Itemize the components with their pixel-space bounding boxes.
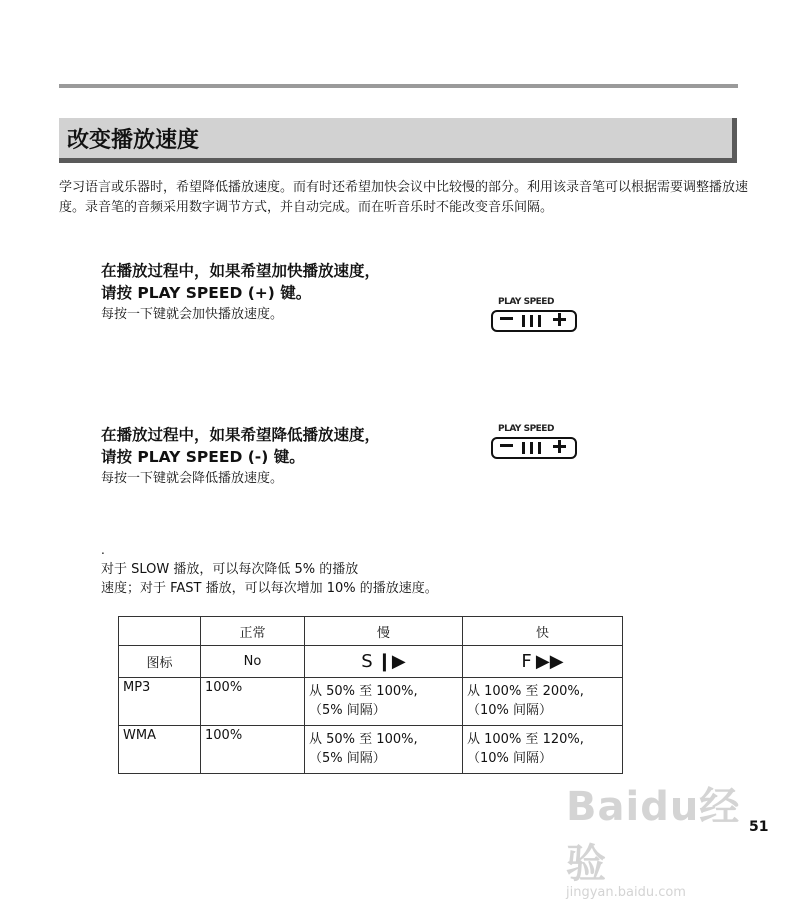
bar-icon bbox=[538, 442, 541, 454]
table-cell-format: WMA bbox=[119, 726, 201, 774]
bar-icon bbox=[530, 442, 533, 454]
step-speed-up bbox=[101, 260, 461, 324]
bar-icon bbox=[530, 315, 533, 327]
table-row bbox=[119, 678, 623, 726]
top-rule bbox=[59, 84, 738, 88]
table-cell-normal: 100% bbox=[201, 726, 305, 774]
step-heading-line1: 在播放过程中，如果希望加快播放速度， bbox=[101, 262, 381, 280]
fast-range: 从 100% 至 120%, bbox=[467, 732, 584, 747]
minus-icon bbox=[500, 444, 513, 447]
fast-step: （10% 间隔） bbox=[467, 751, 553, 766]
bar-icon bbox=[522, 442, 525, 454]
step-slow-down bbox=[101, 424, 461, 488]
bar-icon bbox=[538, 315, 541, 327]
play-speed-button-illustration bbox=[491, 424, 579, 462]
slow-icon-cell bbox=[305, 646, 463, 678]
minus-icon bbox=[500, 317, 513, 320]
slow-step: （5% 间隔） bbox=[309, 751, 386, 766]
table-cell-normal: 100% bbox=[201, 678, 305, 726]
play-speed-rocker bbox=[491, 437, 577, 459]
watermark-url: jingyan.baidu.com bbox=[566, 885, 686, 900]
page-title: 改变播放速度 bbox=[67, 128, 200, 153]
fast-step: （10% 间隔） bbox=[467, 703, 553, 718]
step-description: 每按一下键就会降低播放速度。 bbox=[101, 471, 284, 486]
slow-range: 从 50% 至 100%, bbox=[309, 684, 418, 699]
note-line1: 对于 SLOW 播放，可以每次降低 5% 的播放 bbox=[101, 562, 359, 577]
table-header-cell: 正常 bbox=[201, 617, 305, 646]
step-heading-line2: 请按 PLAY SPEED (+) 键。 bbox=[101, 284, 312, 302]
slow-range: 从 50% 至 100%, bbox=[309, 732, 418, 747]
plus-icon bbox=[558, 440, 561, 453]
bullet-dot: . bbox=[101, 543, 105, 557]
table-header-row bbox=[119, 617, 623, 646]
slow-step: （5% 间隔） bbox=[309, 703, 386, 718]
step-heading-line1: 在播放过程中，如果希望降低播放速度， bbox=[101, 426, 381, 444]
fast-forward-icon: ▶▶ bbox=[535, 651, 564, 672]
speed-step-note bbox=[101, 560, 438, 598]
slow-letter: S bbox=[361, 651, 373, 672]
step-heading-line2: 请按 PLAY SPEED (-) 键。 bbox=[101, 448, 305, 466]
table-header-cell: 快 bbox=[463, 617, 623, 646]
table-cell-label: 图标 bbox=[119, 646, 201, 678]
intro-paragraph: 学习语言或乐器时，希望降低播放速度。而有时还希望加快会议中比较慢的部分。利用该录音笔可以根据需要调整播放速度。录音笔的音频采用数字调节方式，并自动完成。而在听音乐时不能改变音乐间隔。 bbox=[59, 180, 749, 215]
bar-icon bbox=[522, 315, 525, 327]
play-speed-label: PLAY SPEED bbox=[498, 297, 554, 307]
play-speed-button-illustration bbox=[491, 297, 579, 335]
table-header-cell: 慢 bbox=[305, 617, 463, 646]
fast-letter: F bbox=[521, 651, 532, 672]
speed-table bbox=[118, 616, 623, 774]
table-header-cell bbox=[119, 617, 201, 646]
page-number: 51 bbox=[749, 819, 769, 835]
table-row-icons bbox=[119, 646, 623, 678]
fast-icon-cell bbox=[463, 646, 623, 678]
plus-icon bbox=[558, 313, 561, 326]
slow-play-icon: ❙▶ bbox=[376, 651, 406, 672]
table-cell-normal: No bbox=[201, 646, 305, 678]
table-cell-fast bbox=[463, 678, 623, 726]
table-cell-slow bbox=[305, 678, 463, 726]
play-speed-label: PLAY SPEED bbox=[498, 424, 554, 434]
watermark-logo: Baidu经验 bbox=[566, 784, 741, 887]
table-cell-format: MP3 bbox=[119, 678, 201, 726]
section-title-bar bbox=[59, 118, 737, 163]
step-description: 每按一下键就会加快播放速度。 bbox=[101, 307, 284, 322]
fast-range: 从 100% 至 200%, bbox=[467, 684, 584, 699]
note-line2: 速度；对于 FAST 播放，可以每次增加 10% 的播放速度。 bbox=[101, 581, 438, 596]
baidu-watermark bbox=[566, 775, 746, 900]
table-cell-fast bbox=[463, 726, 623, 774]
table-cell-slow bbox=[305, 726, 463, 774]
play-speed-rocker bbox=[491, 310, 577, 332]
table-row bbox=[119, 726, 623, 774]
